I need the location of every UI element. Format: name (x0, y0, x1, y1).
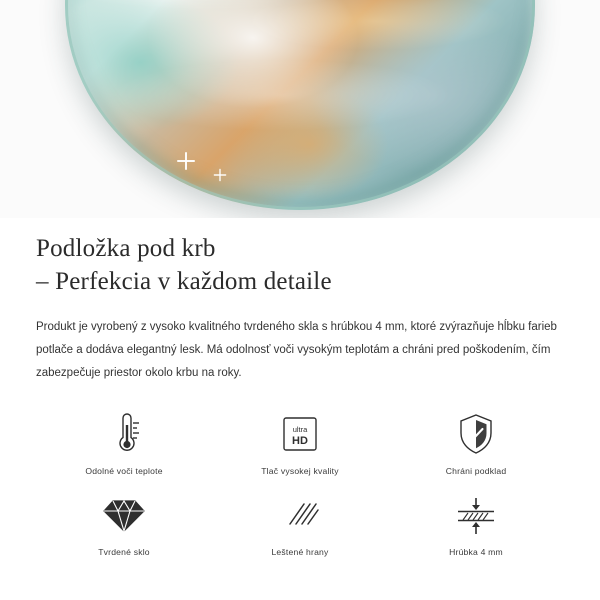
ultra-text: ultra (292, 425, 308, 434)
feature-label: Tlač vysokej kvality (261, 466, 339, 476)
feature-item-thickness (388, 492, 564, 557)
hd-text: HD (292, 435, 308, 447)
feature-grid (36, 411, 564, 557)
feature-label: Leštené hrany (271, 547, 329, 557)
glass-disc-artwork (65, 0, 535, 210)
content-area (0, 218, 600, 557)
hero-product-image (0, 0, 600, 218)
feature-label: Hrúbka 4 mm (449, 547, 503, 557)
thermometer-icon (106, 411, 142, 457)
diamond-icon (102, 492, 146, 538)
shield-check-icon (457, 411, 495, 457)
feature-item-polished-edges (212, 492, 388, 557)
product-description: Produkt je vyrobený z vysoko kvalitného tvrdeného skla s hrúbkou 4 mm, ktoré zvýrazňuje hĺbku farieb potlače a dodáva elegantný lesk. Má odolnosť voči vysokým teplotám a chráni pred poškodením, čím zabezpečuje priestor okolo krbu na roky. (36, 321, 557, 379)
feature-label: Tvrdené sklo (98, 547, 150, 557)
page-title (36, 232, 564, 298)
feature-item-tempered-glass (36, 492, 212, 557)
feature-item-surface-protection (388, 411, 564, 476)
page-title-line-1: Podložka pod krb (36, 235, 216, 262)
polished-edges-icon (280, 492, 320, 538)
page-title-line-2: – Perfekcia v každom detaile (36, 268, 332, 295)
thickness-icon (454, 492, 498, 538)
feature-item-heat-resistant (36, 411, 212, 476)
feature-label: Chráni podklad (445, 466, 507, 476)
feature-item-print-quality (212, 411, 388, 476)
feature-label: Odolné voči teplote (85, 466, 163, 476)
ultra-hd-icon (279, 411, 321, 457)
glass-disc (65, 0, 535, 210)
